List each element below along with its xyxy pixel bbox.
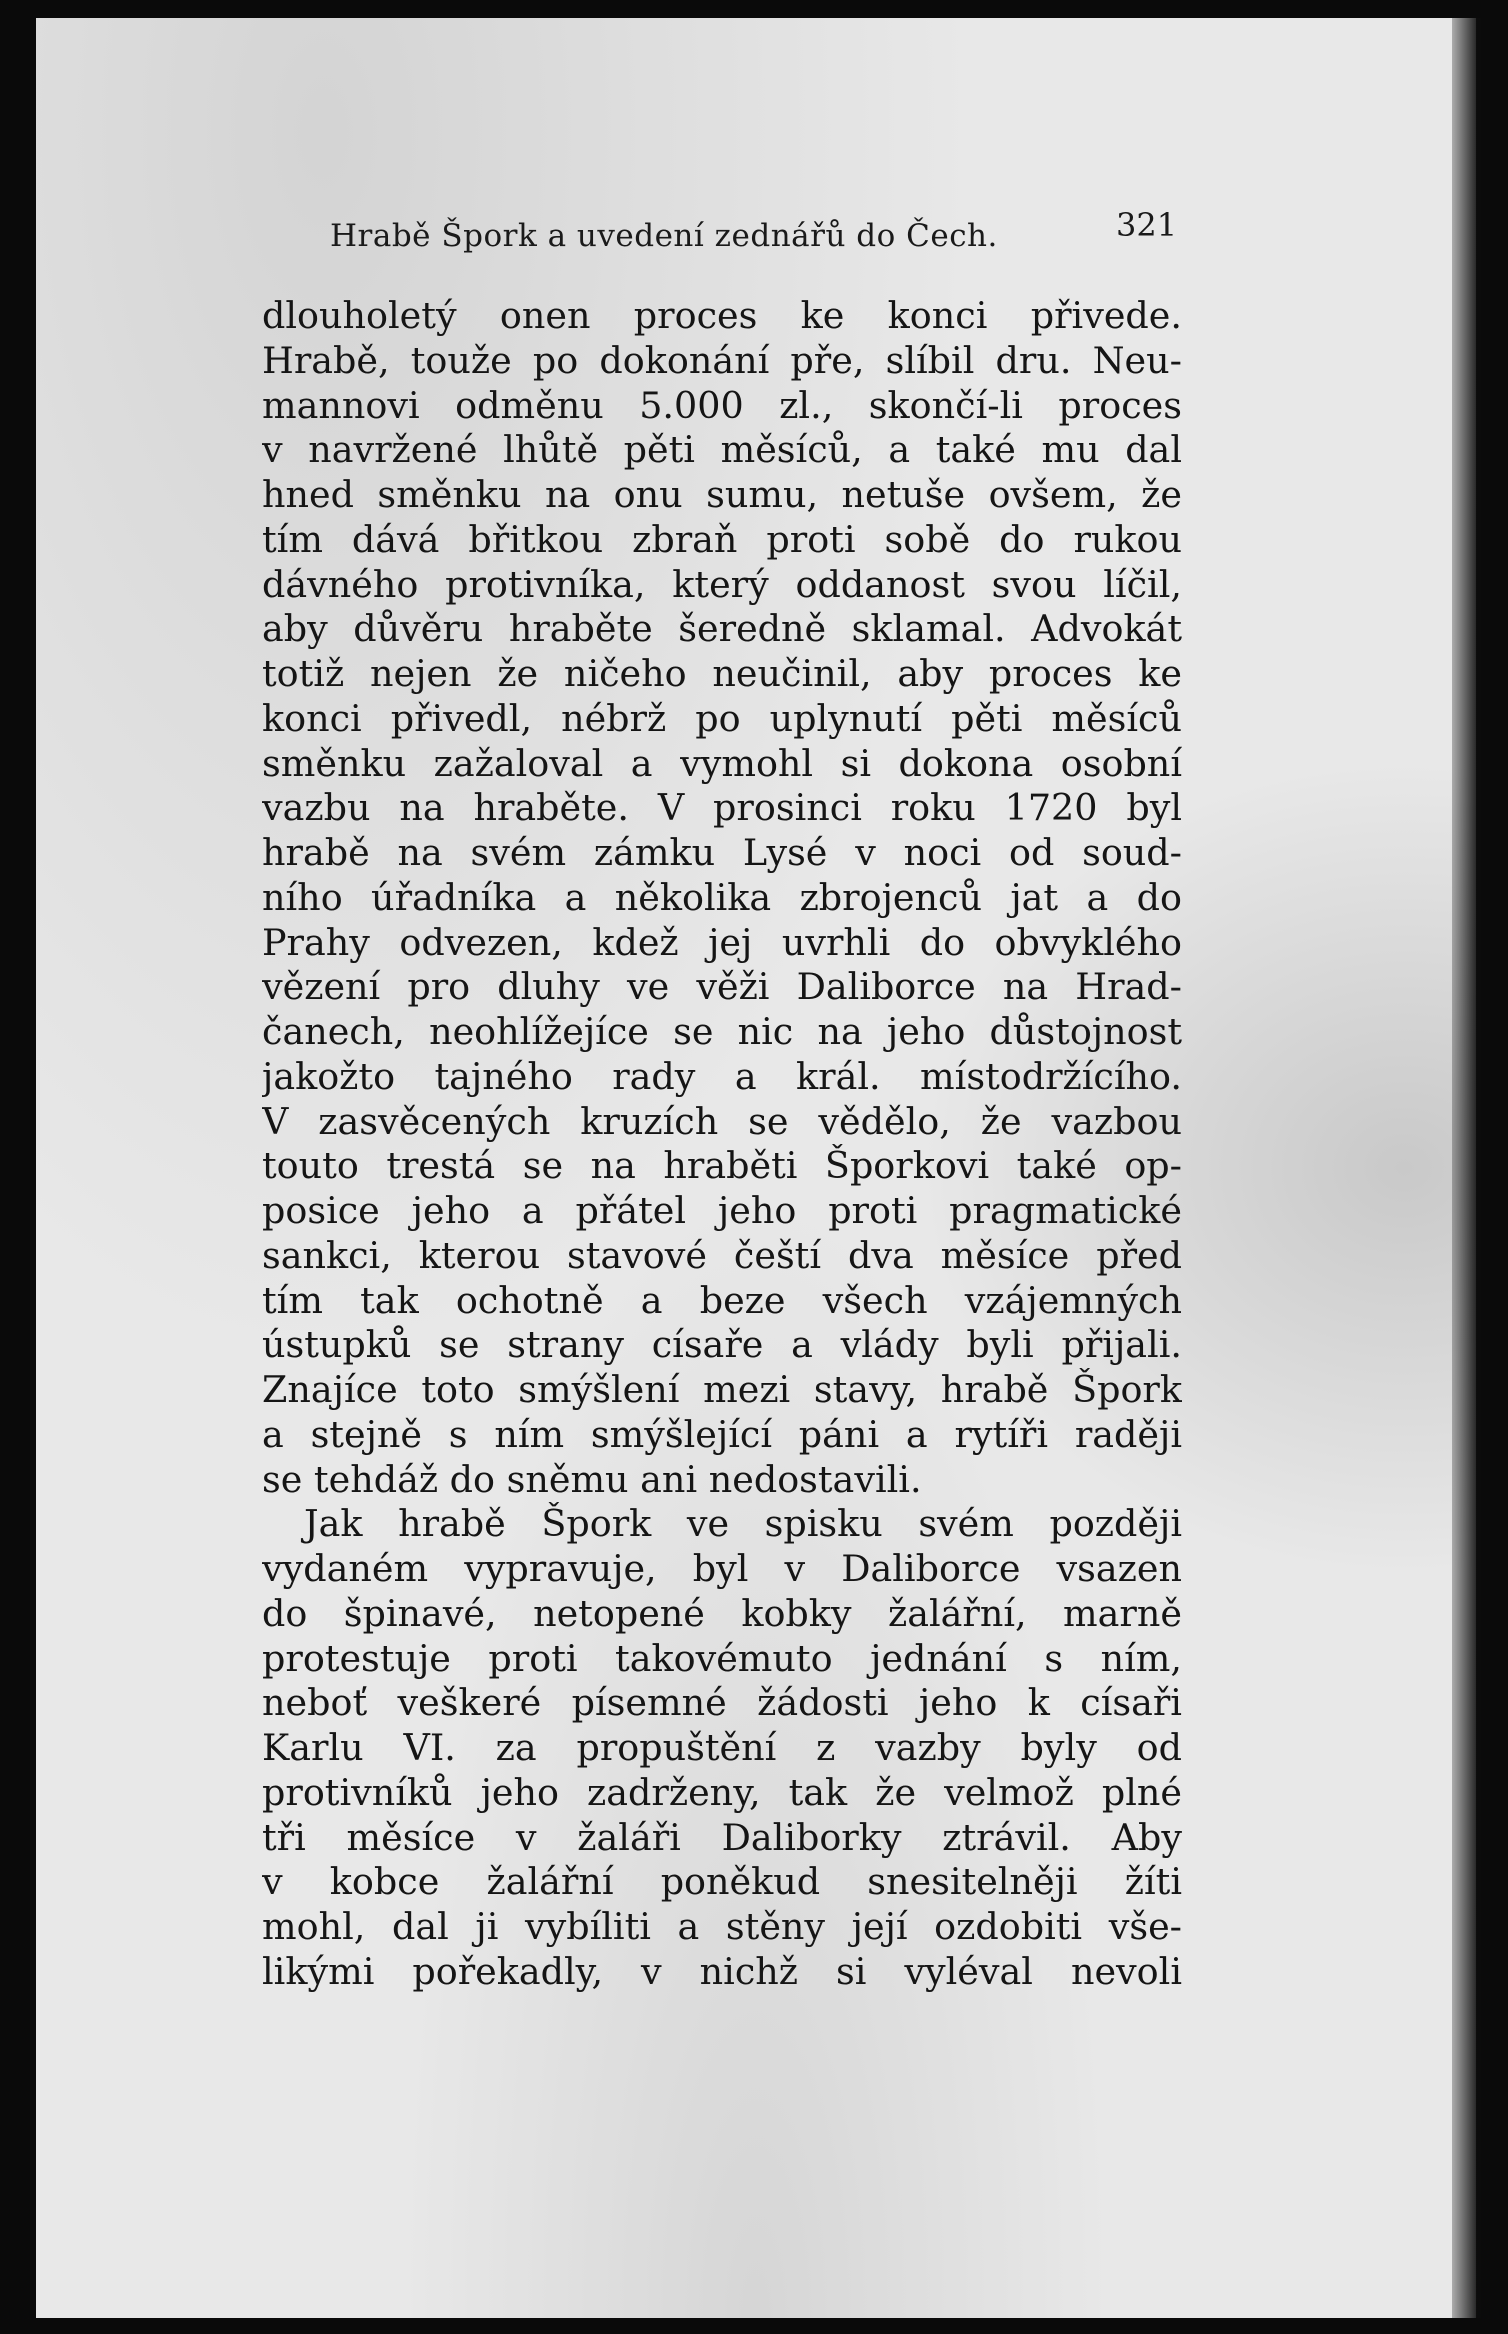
text-line: tím dává břitkou zbraň proti sobě do rukou xyxy=(262,517,1182,561)
page-edge-shadow xyxy=(1452,18,1482,2318)
text-line: dávného protivníka, který oddanost svou líčil, xyxy=(262,562,1182,606)
paragraph-start-line: Jak hrabě Špork ve spisku svém později xyxy=(304,1502,1182,1546)
text-line: mohl, dal ji vybíliti a stěny její ozdobiti vše- xyxy=(262,1905,1182,1948)
text-line: posice jeho a přátel jeho proti pragmatické xyxy=(262,1189,1182,1232)
text-line: mannovi odměnu 5.000 zl., skončí-li proces xyxy=(262,383,1182,427)
text-line: Hrabě, touže po dokonání pře, slíbil dru. Neu- xyxy=(262,338,1182,382)
body-text xyxy=(262,294,1182,1995)
text-line: sankci, kterou stavové čeští dva měsíce před xyxy=(262,1233,1182,1277)
text-line: totiž nejen že ničeho neučinil, aby proces ke xyxy=(262,652,1182,695)
page-number: 321 xyxy=(1116,206,1178,244)
text-line: ního úřadníka a několika zbrojenců jat a do xyxy=(262,875,1182,919)
text-line: Prahy odvezen, kdež jej uvrhli do obvyklého xyxy=(262,920,1182,964)
text-line: V zasvěcených kruzích se vědělo, že vazbou xyxy=(262,1099,1182,1143)
text-line: neboť veškeré písemné žádosti jeho k císaři xyxy=(262,1681,1182,1725)
text-line: hrabě na svém zámku Lysé v noci od soud- xyxy=(262,831,1182,874)
text-line: směnku zažaloval a vymohl si dokona osobní xyxy=(262,741,1182,785)
text-line: čanech, neohlížejíce se nic na jeho důstojnost xyxy=(262,1010,1182,1053)
text-line: do špinavé, netopené kobky žalářní, marně xyxy=(262,1591,1182,1635)
text-line: v kobce žalářní poněkud snesitelněji žíti xyxy=(262,1860,1182,1904)
text-line: touto trestá se na hraběti Šporkovi také op- xyxy=(262,1144,1182,1188)
text-line: dlouholetý onen proces ke konci přivede. xyxy=(262,294,1182,337)
text-line: Karlu VI. za propuštění z vazby byly od xyxy=(262,1726,1182,1769)
text-line: Znajíce toto smýšlení mezi stavy, hrabě Špork xyxy=(262,1368,1182,1411)
text-line: vazbu na hraběte. V prosinci roku 1720 byl xyxy=(262,786,1182,830)
running-header: Hrabě Špork a uvedení zednářů do Čech. xyxy=(330,218,998,254)
text-line: vězení pro dluhy ve věži Daliborce na Hrad- xyxy=(262,965,1182,1009)
text-line: hned směnku na onu sumu, netuše ovšem, že xyxy=(262,473,1182,516)
text-line: protestuje proti takovémuto jednání s ním, xyxy=(262,1636,1182,1680)
text-line: aby důvěru hraběte šeredně sklamal. Advokát xyxy=(262,607,1182,651)
text-line: tím tak ochotně a beze všech vzájemných xyxy=(262,1278,1182,1322)
text-line: tři měsíce v žaláři Daliborky ztrávil. Aby xyxy=(262,1815,1182,1859)
text-line: ústupků se strany císaře a vlády byli přijali. xyxy=(262,1323,1182,1367)
text-line: protivníků jeho zadrženy, tak že velmož plné xyxy=(262,1770,1182,1814)
paragraph-end-line: se tehdáž do sněmu ani nedostavili. xyxy=(262,1457,922,1501)
text-line: jakožto tajného rady a král. místodržícího. xyxy=(262,1054,1182,1098)
text-line: vydaném vypravuje, byl v Daliborce vsazen xyxy=(262,1547,1182,1590)
text-line: v navržené lhůtě pěti měsíců, a také mu dal xyxy=(262,428,1182,472)
text-line: likými pořekadly, v nichž si vyléval nevoli xyxy=(262,1949,1182,1993)
text-line: konci přivedl, nébrž po uplynutí pěti měsíců xyxy=(262,696,1182,740)
text-line: a stejně s ním smýšlející páni a rytíři raději xyxy=(262,1412,1182,1456)
